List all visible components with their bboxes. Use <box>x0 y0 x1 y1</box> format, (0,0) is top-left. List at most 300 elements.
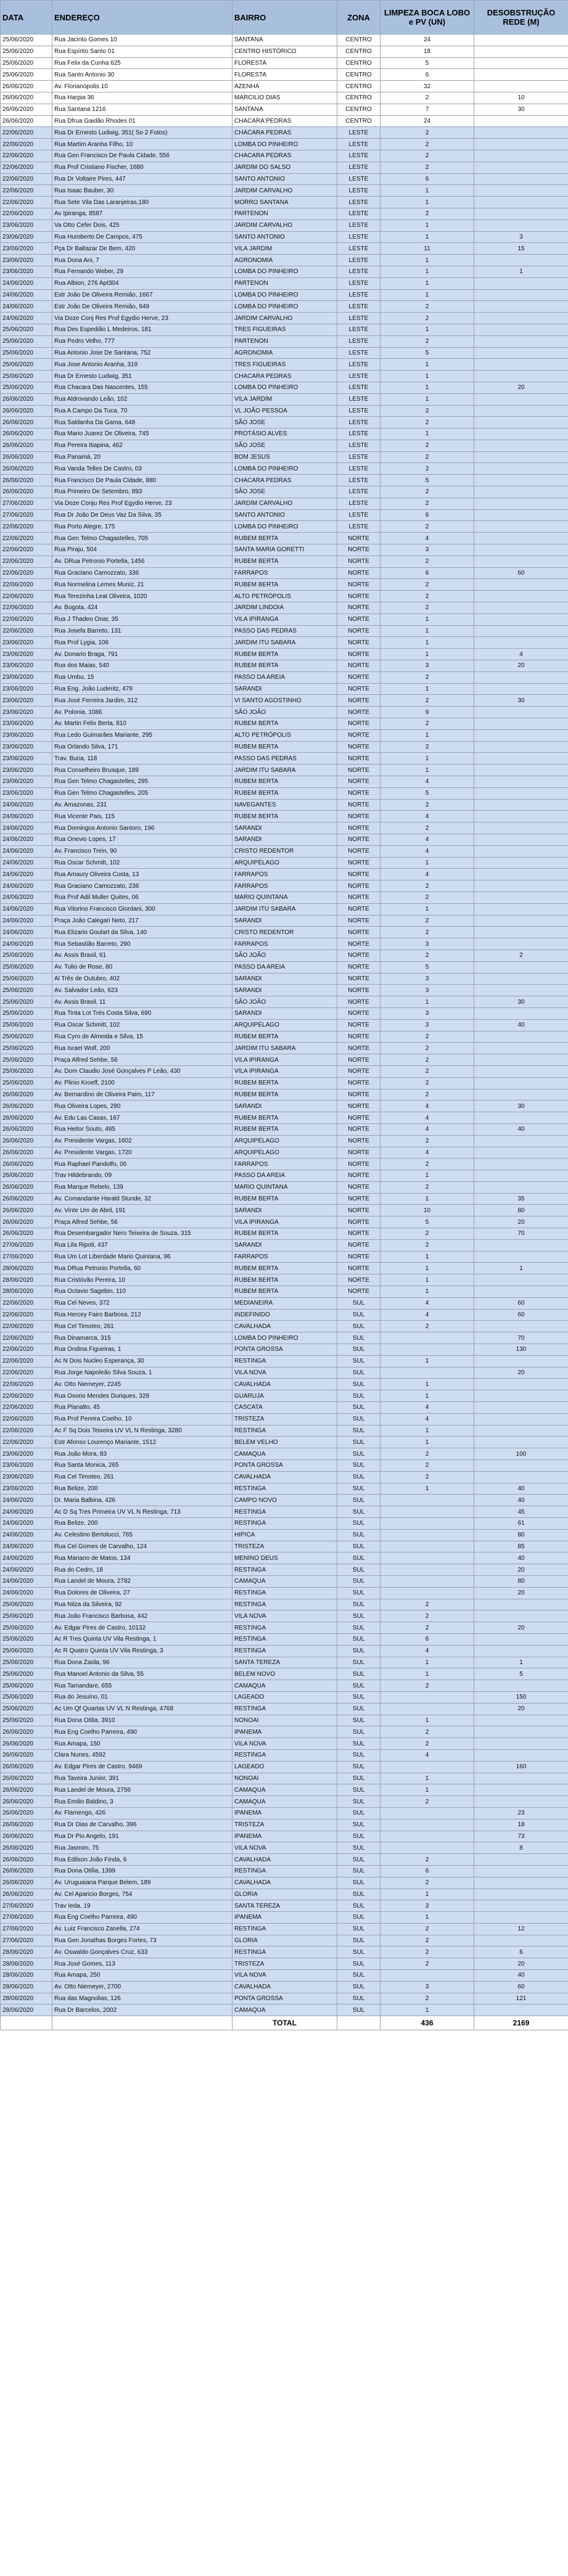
cell-address: Ac D Sq Tres Primeira UV VL N Restinga, 713 <box>52 1506 233 1518</box>
cell-cleaning: 4 <box>381 845 474 857</box>
cell-unclogging <box>474 1159 568 1170</box>
cell-zone: SUL <box>337 1645 381 1657</box>
cell-cleaning: 4 <box>381 1101 474 1112</box>
cell-cleaning: 1 <box>381 903 474 915</box>
cell-zone: SUL <box>337 1575 381 1587</box>
cell-neighborhood: RESTINGA <box>233 1946 337 1958</box>
cell-address: Av. DRua Petronio Portella, 1456 <box>52 556 233 567</box>
cell-neighborhood: SANTA TEREZA <box>233 1900 337 1912</box>
cell-address: Rua Octavio Sagebin, 110 <box>52 1286 233 1298</box>
cell-zone: SUL <box>337 1993 381 2004</box>
cell-address: Pça Dr Baltazar De Bem, 420 <box>52 243 233 255</box>
cell-unclogging <box>474 1170 568 1182</box>
cell-cleaning: 1 <box>381 289 474 301</box>
cell-date: 24/06/2020 <box>1 1529 52 1541</box>
cell-zone: SUL <box>337 1900 381 1912</box>
cell-neighborhood: RUBEM BERTA <box>233 718 337 730</box>
cell-date: 24/06/2020 <box>1 938 52 950</box>
cell-neighborhood: LOMBA DO PINHEIRO <box>233 139 337 150</box>
cell-unclogging <box>474 162 568 173</box>
cell-date: 22/06/2020 <box>1 1309 52 1321</box>
cell-zone: SUL <box>337 1564 381 1576</box>
cell-zone: NORTE <box>337 927 381 938</box>
cell-neighborhood: ALTO PETRÓPOLIS <box>233 729 337 741</box>
cell-address: Rua Jasmim, 75 <box>52 1842 233 1854</box>
cell-zone: NORTE <box>337 567 381 579</box>
cell-cleaning: 4 <box>381 1413 474 1425</box>
cell-address: Rua Israel Wolf, 200 <box>52 1043 233 1054</box>
cell-zone: SUL <box>337 1622 381 1634</box>
cell-date: 24/06/2020 <box>1 927 52 938</box>
cell-date: 26/06/2020 <box>1 1738 52 1750</box>
cell-neighborhood: GUARUJA <box>233 1390 337 1402</box>
cell-cleaning: 3 <box>381 1019 474 1031</box>
cell-neighborhood: SARANDI <box>233 834 337 845</box>
table-row <box>1 1935 568 1946</box>
cell-unclogging <box>474 255 568 266</box>
cell-date: 22/06/2020 <box>1 208 52 219</box>
table-row <box>1 498 568 509</box>
cell-cleaning <box>381 1367 474 1379</box>
table-row <box>1 1344 568 1356</box>
table-row <box>1 1483 568 1495</box>
cell-unclogging <box>474 707 568 718</box>
cell-neighborhood: PONTA GROSSA <box>233 1344 337 1356</box>
cell-date: 25/06/2020 <box>1 359 52 371</box>
cell-address: Rua Dr Voltaire Pires, 447 <box>52 173 233 185</box>
cell-address: Rua João Francisco Barbosa, 442 <box>52 1610 233 1622</box>
table-row <box>1 1726 568 1738</box>
cell-unclogging <box>474 509 568 521</box>
table-row <box>1 1379 568 1390</box>
table-row <box>1 1842 568 1854</box>
table-row <box>1 1784 568 1796</box>
cell-unclogging <box>474 892 568 903</box>
cell-unclogging <box>474 57 568 69</box>
cell-unclogging <box>474 1900 568 1912</box>
table-row <box>1 1958 568 1970</box>
cell-unclogging <box>474 371 568 382</box>
cell-zone: SUL <box>337 1854 381 1866</box>
cell-unclogging: 20 <box>474 1367 568 1379</box>
cell-cleaning: 18 <box>381 46 474 57</box>
cell-date: 26/06/2020 <box>1 463 52 475</box>
cell-unclogging: 2 <box>474 950 568 961</box>
cell-zone: CENTRO <box>337 69 381 81</box>
cell-zone: CENTRO <box>337 92 381 104</box>
cell-cleaning: 1 <box>381 857 474 869</box>
cell-address: Ac R Tres Quinta UV Vila Restinga, 1 <box>52 1633 233 1645</box>
cell-neighborhood: RUBEM BERTA <box>233 787 337 799</box>
cell-address: Av. Donario Braga, 791 <box>52 649 233 660</box>
cell-zone: SUL <box>337 1448 381 1460</box>
cell-neighborhood: ARQUIPÉLAGO <box>233 1147 337 1159</box>
cell-neighborhood: AZENHA <box>233 81 337 92</box>
cell-neighborhood: FARRAPOS <box>233 938 337 950</box>
cell-cleaning: 2 <box>381 498 474 509</box>
cell-cleaning: 1 <box>381 625 474 637</box>
cell-unclogging: 60 <box>474 1981 568 1993</box>
cell-cleaning: 1 <box>381 1355 474 1367</box>
cell-unclogging: 80 <box>474 1205 568 1216</box>
table-row <box>1 1889 568 1900</box>
cell-neighborhood: FLORESTA <box>233 69 337 81</box>
cell-neighborhood: SANTA MARIA GORETTI <box>233 544 337 556</box>
cell-date: 23/06/2020 <box>1 718 52 730</box>
cell-address: Rua Landel de Moura, 2782 <box>52 1575 233 1587</box>
cell-neighborhood: HIPICA <box>233 1529 337 1541</box>
cell-date: 23/06/2020 <box>1 787 52 799</box>
cell-address: Rua Oscar Schmitt, 102 <box>52 1019 233 1031</box>
cell-unclogging <box>474 1460 568 1472</box>
cell-zone: LESTE <box>337 359 381 371</box>
cell-unclogging <box>474 579 568 591</box>
cell-address: Rua Taveira Junior, 391 <box>52 1773 233 1784</box>
cell-neighborhood: LOMBA DO PINHEIRO <box>233 463 337 475</box>
cell-date: 22/06/2020 <box>1 1297 52 1309</box>
table-row <box>1 150 568 162</box>
table-row <box>1 1193 568 1205</box>
cell-date: 26/06/2020 <box>1 1205 52 1216</box>
cell-date: 22/06/2020 <box>1 1437 52 1448</box>
cell-cleaning: 1 <box>381 1773 474 1784</box>
cell-address: Rua A Campo Da Tuca, 70 <box>52 405 233 417</box>
cell-zone: NORTE <box>337 741 381 753</box>
table-row <box>1 301 568 313</box>
cell-cleaning: 2 <box>381 591 474 602</box>
cell-zone: SUL <box>337 1726 381 1738</box>
cell-neighborhood: SANTANA <box>233 35 337 46</box>
cell-cleaning <box>381 1553 474 1564</box>
cell-zone: LESTE <box>337 301 381 313</box>
cell-date: 23/06/2020 <box>1 683 52 695</box>
cell-cleaning: 2 <box>381 1993 474 2004</box>
total-unclogging: 2169 <box>474 2016 568 2030</box>
cell-cleaning: 1 <box>381 324 474 335</box>
cell-cleaning: 2 <box>381 1471 474 1483</box>
cell-cleaning <box>381 1506 474 1518</box>
cell-unclogging <box>474 521 568 533</box>
cell-zone: NORTE <box>337 1228 381 1240</box>
cell-neighborhood: IPANEMA <box>233 1807 337 1819</box>
cell-unclogging <box>474 1390 568 1402</box>
cell-cleaning: 2 <box>381 1239 474 1251</box>
cell-address: Rua Amapa, 150 <box>52 1738 233 1750</box>
cell-zone: SUL <box>337 1761 381 1773</box>
cell-zone: SUL <box>337 1633 381 1645</box>
total-spacer <box>1 2016 52 2030</box>
cell-address: Rua Amaury Oliveira Costa, 13 <box>52 869 233 880</box>
table-row <box>1 903 568 915</box>
cell-cleaning: 6 <box>381 509 474 521</box>
cell-date: 22/06/2020 <box>1 602 52 614</box>
cell-address: Rua Landel de Moura, 2756 <box>52 1784 233 1796</box>
cell-address: Rua Piraju, 504 <box>52 544 233 556</box>
table-row <box>1 1970 568 1982</box>
cell-address: Rua Prof Adil Muller Quites, 06 <box>52 892 233 903</box>
cell-address: Dr. Maria Balbina, 426 <box>52 1495 233 1506</box>
cell-address: Rua Ondina Figueiras, 1 <box>52 1344 233 1356</box>
cell-date: 26/06/2020 <box>1 92 52 104</box>
cell-cleaning: 2 <box>381 1610 474 1622</box>
cell-unclogging <box>474 591 568 602</box>
cell-cleaning: 2 <box>381 1935 474 1946</box>
cell-cleaning: 3 <box>381 1981 474 1993</box>
cell-zone: CENTRO <box>337 35 381 46</box>
cell-date: 24/06/2020 <box>1 892 52 903</box>
cell-date: 28/06/2020 <box>1 1993 52 2004</box>
cell-cleaning: 1 <box>381 1379 474 1390</box>
cell-neighborhood: JARDIM CARVALHO <box>233 219 337 231</box>
cell-cleaning: 4 <box>381 869 474 880</box>
cell-address: Al Três de Outubro, 402 <box>52 973 233 985</box>
table-row <box>1 1668 568 1680</box>
cell-cleaning: 2 <box>381 1321 474 1332</box>
cell-date: 26/06/2020 <box>1 429 52 440</box>
cell-date: 22/06/2020 <box>1 1367 52 1379</box>
cell-unclogging: 61 <box>474 1518 568 1530</box>
cell-zone: NORTE <box>337 787 381 799</box>
table-row <box>1 1390 568 1402</box>
cell-address: Rua Domingos Antonio Santoro, 196 <box>52 822 233 834</box>
cell-zone: LESTE <box>337 255 381 266</box>
table-row <box>1 544 568 556</box>
table-row <box>1 1239 568 1251</box>
column-header-address: ENDEREÇO <box>52 1 233 35</box>
cell-unclogging <box>474 1274 568 1286</box>
cell-zone: SUL <box>337 1309 381 1321</box>
cell-address: Rua Orlando Silva, 171 <box>52 741 233 753</box>
cell-date: 25/06/2020 <box>1 950 52 961</box>
cell-address: Rua dos Maias, 540 <box>52 660 233 672</box>
cell-zone: NORTE <box>337 765 381 776</box>
table-row <box>1 1101 568 1112</box>
cell-neighborhood: GLORIA <box>233 1935 337 1946</box>
cell-cleaning: 2 <box>381 1448 474 1460</box>
cell-address: Av. Flamengo, 426 <box>52 1807 233 1819</box>
cell-date: 24/06/2020 <box>1 822 52 834</box>
cell-zone: LESTE <box>337 393 381 405</box>
cell-date: 26/06/2020 <box>1 1842 52 1854</box>
cell-date: 25/06/2020 <box>1 1054 52 1066</box>
cell-neighborhood: SÃO JOSE <box>233 486 337 498</box>
cell-cleaning: 4 <box>381 533 474 544</box>
cell-unclogging <box>474 1784 568 1796</box>
cell-neighborhood: PASSO DA AREIA <box>233 1170 337 1182</box>
cell-unclogging <box>474 1413 568 1425</box>
cell-zone: NORTE <box>337 718 381 730</box>
table-row <box>1 556 568 567</box>
cell-date: 25/06/2020 <box>1 57 52 69</box>
cell-zone: SUL <box>337 1541 381 1553</box>
cell-zone: LESTE <box>337 405 381 417</box>
cell-zone: NORTE <box>337 1101 381 1112</box>
table-row <box>1 1089 568 1101</box>
cell-date: 22/06/2020 <box>1 1355 52 1367</box>
cell-zone: NORTE <box>337 637 381 649</box>
cell-address: Rua DRua Petronio Portella, 60 <box>52 1263 233 1274</box>
cell-neighborhood: IPANEMA <box>233 1831 337 1842</box>
cell-neighborhood: CAMAQUA <box>233 1784 337 1796</box>
cell-address: Rua Santo Antonio 30 <box>52 69 233 81</box>
cell-unclogging: 4 <box>474 649 568 660</box>
cell-unclogging <box>474 1077 568 1089</box>
table-row <box>1 139 568 150</box>
table-row <box>1 1135 568 1147</box>
cell-address: Av. Plinio Kroeff, 2100 <box>52 1077 233 1089</box>
cell-neighborhood: CENTRO HISTÓRICO <box>233 46 337 57</box>
table-row <box>1 1007 568 1019</box>
cell-cleaning: 2 <box>381 451 474 463</box>
cell-neighborhood: FARRAPOS <box>233 567 337 579</box>
table-row <box>1 533 568 544</box>
cell-unclogging: 30 <box>474 1101 568 1112</box>
cell-cleaning: 4 <box>381 1402 474 1414</box>
cell-date: 26/06/2020 <box>1 1749 52 1761</box>
cell-address: Rua Amapa, 250 <box>52 1970 233 1982</box>
cell-date: 25/06/2020 <box>1 335 52 347</box>
cell-cleaning: 9 <box>381 707 474 718</box>
table-row <box>1 950 568 961</box>
cell-neighborhood: TRES FIGUEIRAS <box>233 324 337 335</box>
cell-unclogging <box>474 985 568 996</box>
cell-date: 26/06/2020 <box>1 1854 52 1866</box>
cell-cleaning: 2 <box>381 1946 474 1958</box>
cell-zone: LESTE <box>337 219 381 231</box>
cell-neighborhood: JARDIM ITU SABARA <box>233 765 337 776</box>
cell-address: Rua Gen Telmo Chagastelles, 295 <box>52 776 233 788</box>
cell-neighborhood: SANTA TEREZA <box>233 1657 337 1668</box>
cell-unclogging: 40 <box>474 1970 568 1982</box>
cell-zone: SUL <box>337 1344 381 1356</box>
cell-address: Rua Panamá, 20 <box>52 451 233 463</box>
cell-date: 26/06/2020 <box>1 1181 52 1193</box>
table-row <box>1 973 568 985</box>
cell-zone: NORTE <box>337 753 381 765</box>
cell-cleaning: 1 <box>381 219 474 231</box>
cell-unclogging <box>474 46 568 57</box>
cell-unclogging: 150 <box>474 1691 568 1703</box>
cell-neighborhood: CRISTO REDENTOR <box>233 927 337 938</box>
cell-zone: NORTE <box>337 707 381 718</box>
cell-zone: SUL <box>337 1668 381 1680</box>
table-row <box>1 1425 568 1437</box>
cell-cleaning: 2 <box>381 1726 474 1738</box>
table-row <box>1 69 568 81</box>
cell-unclogging <box>474 1379 568 1390</box>
cell-address: Rua Santana 1216 <box>52 104 233 115</box>
table-row <box>1 1506 568 1518</box>
cell-address: Rua Dfrua Gaidão Rhodes 01 <box>52 115 233 127</box>
cell-neighborhood: RESTINGA <box>233 1425 337 1437</box>
cell-unclogging <box>474 1726 568 1738</box>
cell-date: 24/06/2020 <box>1 857 52 869</box>
cell-unclogging: 45 <box>474 1506 568 1518</box>
table-row <box>1 1216 568 1228</box>
cell-address: Rua Umbu, 15 <box>52 671 233 683</box>
table-row <box>1 613 568 625</box>
cell-unclogging <box>474 1355 568 1367</box>
cell-date: 26/06/2020 <box>1 1216 52 1228</box>
cell-unclogging <box>474 1286 568 1298</box>
cell-cleaning: 2 <box>381 602 474 614</box>
cell-unclogging <box>474 718 568 730</box>
table-row <box>1 115 568 127</box>
cell-zone: LESTE <box>337 498 381 509</box>
cell-unclogging: 23 <box>474 1807 568 1819</box>
cell-address: Ac F Sq Dois Teixeira UV VL N Restinga, 3280 <box>52 1425 233 1437</box>
table-row <box>1 1575 568 1587</box>
cell-date: 26/06/2020 <box>1 393 52 405</box>
cell-unclogging <box>474 1738 568 1750</box>
cell-date: 22/06/2020 <box>1 1402 52 1414</box>
cell-zone: NORTE <box>337 985 381 996</box>
cell-unclogging <box>474 1935 568 1946</box>
cell-zone: NORTE <box>337 1007 381 1019</box>
cell-unclogging <box>474 845 568 857</box>
table-row <box>1 347 568 359</box>
cell-date: 26/06/2020 <box>1 417 52 429</box>
table-row <box>1 1657 568 1668</box>
cell-zone: LESTE <box>337 451 381 463</box>
cell-date: 22/06/2020 <box>1 139 52 150</box>
cell-unclogging: 35 <box>474 1193 568 1205</box>
cell-date: 26/06/2020 <box>1 1159 52 1170</box>
cell-neighborhood: JARDIM ITU SABARA <box>233 903 337 915</box>
cell-date: 25/06/2020 <box>1 324 52 335</box>
cell-cleaning <box>381 1518 474 1530</box>
cell-address: Rua Cel Neves, 372 <box>52 1297 233 1309</box>
cell-address: Rua Pereira Itiapina, 462 <box>52 440 233 451</box>
cell-unclogging <box>474 1089 568 1101</box>
cell-cleaning <box>381 1541 474 1553</box>
cell-unclogging: 70 <box>474 1332 568 1344</box>
cell-unclogging: 18 <box>474 1819 568 1831</box>
table-row <box>1 1993 568 2004</box>
cell-neighborhood: CAVALHADA <box>233 1877 337 1889</box>
cell-neighborhood: VILA IPIRANGA <box>233 1216 337 1228</box>
cell-unclogging <box>474 1633 568 1645</box>
cell-address: Av. Cel Aparicio Borges, 754 <box>52 1889 233 1900</box>
table-row <box>1 1031 568 1043</box>
cell-cleaning: 2 <box>381 417 474 429</box>
cell-address: Rua José Gomes, 113 <box>52 1958 233 1970</box>
cell-unclogging <box>474 1031 568 1043</box>
cell-address: Rua Edilson João Finda, 6 <box>52 1854 233 1866</box>
cell-neighborhood: RUBEM BERTA <box>233 660 337 672</box>
cell-unclogging <box>474 1043 568 1054</box>
table-row <box>1 660 568 672</box>
cell-cleaning: 2 <box>381 1181 474 1193</box>
table-row <box>1 1807 568 1819</box>
cell-zone: NORTE <box>337 811 381 822</box>
cell-date: 22/06/2020 <box>1 544 52 556</box>
table-row <box>1 1112 568 1124</box>
table-row <box>1 1228 568 1240</box>
cell-date: 25/06/2020 <box>1 1622 52 1634</box>
cell-cleaning: 1 <box>381 1193 474 1205</box>
table-row <box>1 567 568 579</box>
cell-cleaning: 2 <box>381 335 474 347</box>
cell-address: Av. Francisco Trein, 90 <box>52 845 233 857</box>
cell-zone: SUL <box>337 1935 381 1946</box>
cell-cleaning: 1 <box>381 683 474 695</box>
cell-address: Av. Tulio de Rose, 80 <box>52 961 233 973</box>
column-header-neighborhood: BAIRRO <box>233 1 337 35</box>
cell-unclogging <box>474 973 568 985</box>
cell-unclogging <box>474 440 568 451</box>
cell-neighborhood: SÃO JOÃO <box>233 950 337 961</box>
